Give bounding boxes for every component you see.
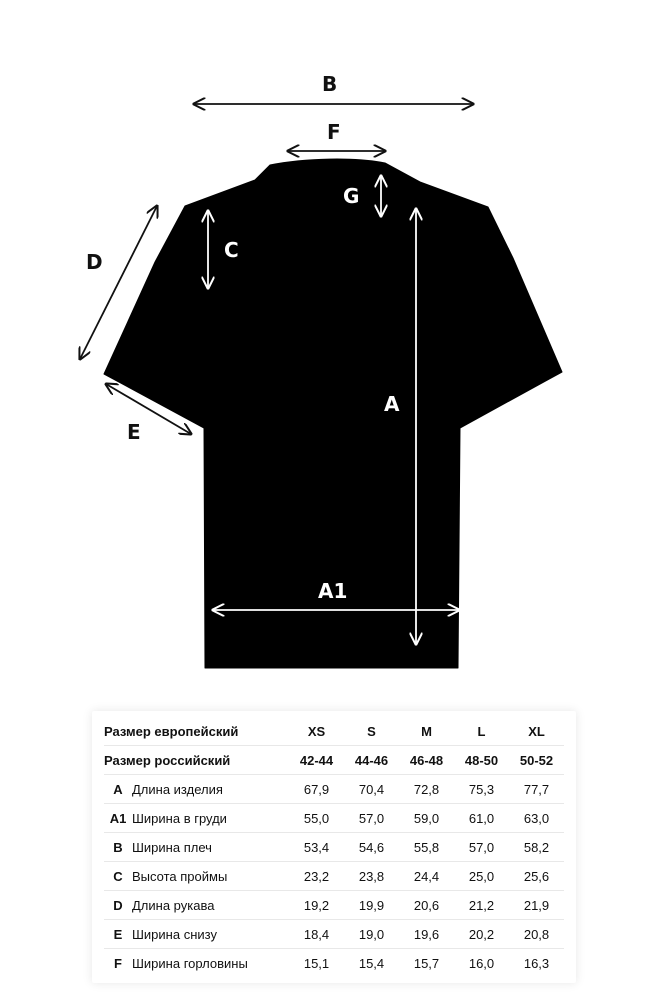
ru-size-50-52: 50-52 xyxy=(509,746,564,775)
measure-value: 58,2 xyxy=(509,833,564,862)
eu-size-s: S xyxy=(344,717,399,746)
measure-code: A xyxy=(104,775,132,804)
measure-value: 19,0 xyxy=(344,920,399,949)
measure-value: 57,0 xyxy=(344,804,399,833)
measure-code: C xyxy=(104,862,132,891)
table-row xyxy=(104,775,564,804)
table-row xyxy=(104,891,564,920)
measure-value: 25,0 xyxy=(454,862,509,891)
measure-value: 15,7 xyxy=(413,955,440,971)
measure-value: 61,0 xyxy=(454,804,509,833)
measure-value: 57,0 xyxy=(454,833,509,862)
measure-value: 59,0 xyxy=(399,804,454,833)
measure-value: 23,2 xyxy=(289,862,344,891)
measure-value: 20,8 xyxy=(509,920,564,949)
measure-value: 77,7 xyxy=(509,775,564,804)
ru-size-row xyxy=(104,746,564,775)
table-row xyxy=(104,862,564,891)
measure-value: 20,2 xyxy=(454,920,509,949)
table-row xyxy=(104,833,564,862)
eu-size-xl: XL xyxy=(509,717,564,746)
measure-name: Ширина в груди xyxy=(132,804,289,833)
measure-value: 55,0 xyxy=(289,804,344,833)
measure-code: E xyxy=(104,920,132,949)
label-a1: A1 xyxy=(318,579,348,603)
measure-code: B xyxy=(104,833,132,862)
label-f: F xyxy=(327,120,341,144)
ru-size-48-50: 48-50 xyxy=(454,746,509,775)
measure-value: 67,9 xyxy=(289,775,344,804)
measure-value: 19,9 xyxy=(344,891,399,920)
table-row xyxy=(104,920,564,949)
measure-value: 75,3 xyxy=(454,775,509,804)
measure-name: Длина рукава xyxy=(132,891,289,920)
ru-size-46-48: 46-48 xyxy=(399,746,454,775)
measure-value: 23,8 xyxy=(344,862,399,891)
measure-value: 54,6 xyxy=(344,833,399,862)
measure-value: 55,8 xyxy=(399,833,454,862)
measure-value: 19,6 xyxy=(399,920,454,949)
ru-size-42-44: 42-44 xyxy=(289,746,344,775)
measure-value: 70,4 xyxy=(344,775,399,804)
measure-value: 15,1 xyxy=(303,955,330,971)
label-a: A xyxy=(384,392,400,416)
measure-name: Высота проймы xyxy=(132,862,289,891)
size-table xyxy=(104,717,564,977)
measure-code: D xyxy=(104,891,132,920)
measure-name: Ширина снизу xyxy=(132,920,289,949)
measure-name: Ширина горловины xyxy=(132,955,248,971)
measure-code: A1 xyxy=(104,804,132,833)
label-b: B xyxy=(322,72,338,96)
eu-size-row xyxy=(104,717,564,746)
eu-size-label: Размер европейский xyxy=(104,717,289,746)
ru-size-label: Размер российский xyxy=(104,746,289,775)
eu-size-l: L xyxy=(454,717,509,746)
label-d: D xyxy=(86,250,103,274)
measure-value: 16,0 xyxy=(468,955,495,971)
measure-value: 19,2 xyxy=(289,891,344,920)
eu-size-m: M xyxy=(399,717,454,746)
measure-value: 15,4 xyxy=(358,955,385,971)
measure-value: 16,3 xyxy=(523,955,550,971)
size-table-card xyxy=(92,711,576,983)
measure-code: F xyxy=(114,955,122,971)
measure-value: 63,0 xyxy=(509,804,564,833)
measure-value: 20,6 xyxy=(399,891,454,920)
table-row xyxy=(104,804,564,833)
label-c: C xyxy=(224,238,239,262)
measure-value: 24,4 xyxy=(399,862,454,891)
ru-size-44-46: 44-46 xyxy=(344,746,399,775)
measure-value: 72,8 xyxy=(399,775,454,804)
eu-size-xs: XS xyxy=(289,717,344,746)
measure-value: 21,9 xyxy=(509,891,564,920)
measure-value: 53,4 xyxy=(289,833,344,862)
measure-value: 18,4 xyxy=(289,920,344,949)
label-e: E xyxy=(127,420,141,444)
measure-name: Длина изделия xyxy=(132,775,289,804)
table-row xyxy=(104,949,564,978)
measure-value: 25,6 xyxy=(509,862,564,891)
measure-name: Ширина плеч xyxy=(132,833,289,862)
measure-value: 21,2 xyxy=(454,891,509,920)
label-g: G xyxy=(343,184,360,208)
